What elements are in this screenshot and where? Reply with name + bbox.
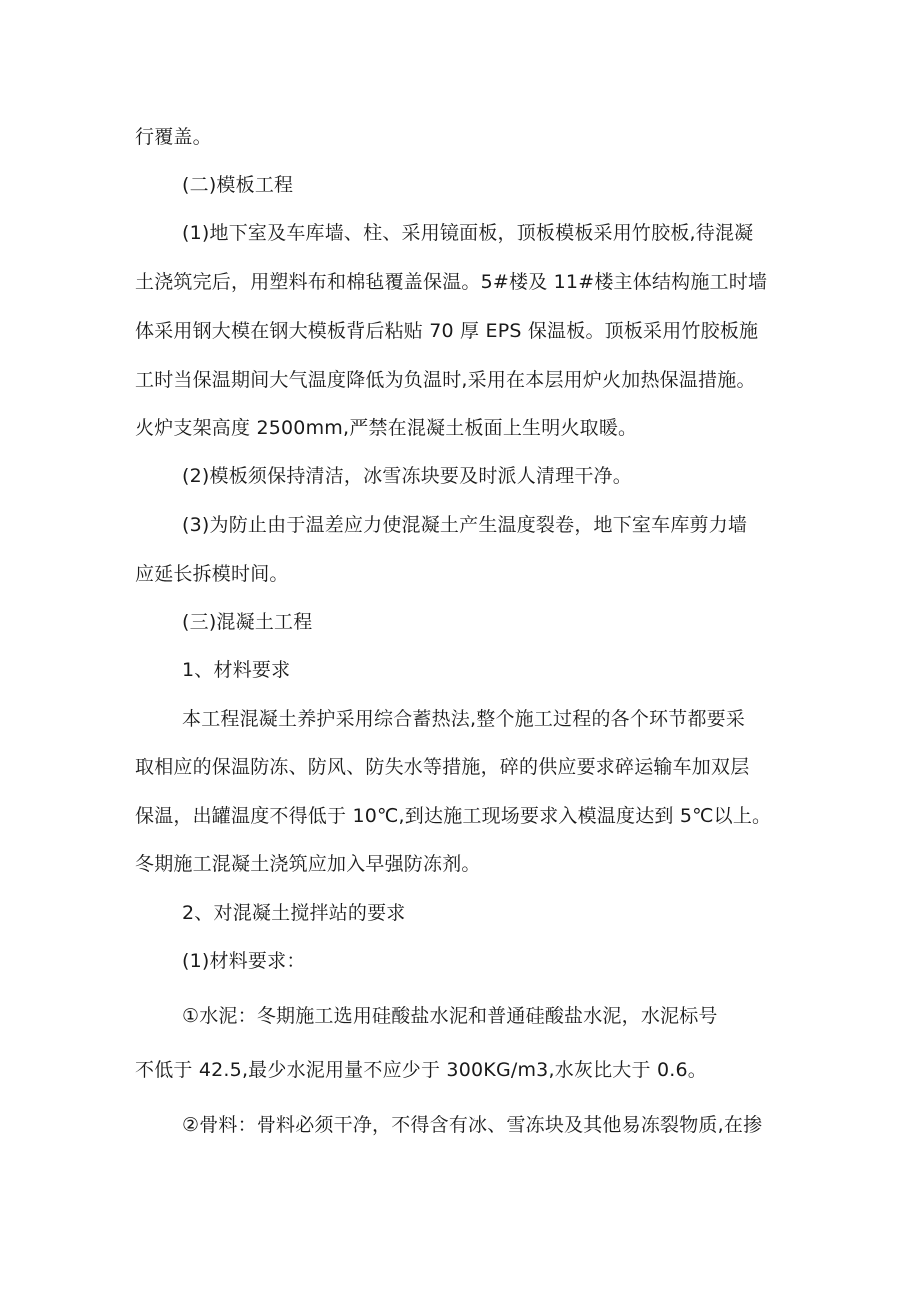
- text-line: 应延长拆模时间。: [135, 563, 289, 585]
- text-line: 本工程混凝土养护采用综合蓄热法,整个施工过程的各个环节都要采: [182, 708, 746, 730]
- text-line: 保温，出罐温度不得低于 10℃,到达施工现场要求入模温度达到 5℃以上。: [135, 805, 772, 827]
- section-heading: (二)模板工程: [182, 174, 294, 196]
- text-line: 冬期施工混凝土浇筑应加入早强防冻剂。: [135, 853, 481, 875]
- text-line: (1)地下室及车库墙、柱、采用镜面板，顶板模板采用竹胶板,待混凝: [182, 222, 754, 244]
- text-line: ①水泥：冬期施工选用硅酸盐水泥和普通硅酸盐水泥，水泥标号: [182, 1005, 718, 1027]
- text-line: 工时当保温期间大气温度降低为负温时,采用在本层用炉火加热保温措施。: [135, 369, 756, 391]
- text-line: (1)材料要求：: [182, 950, 306, 972]
- section-heading: (三)混凝土工程: [182, 611, 313, 633]
- text-line: 土浇筑完后，用塑料布和棉毡覆盖保温。5#楼及 11#楼主体结构施工时墙: [135, 271, 768, 293]
- text-line: (2)模板须保持清洁，冰雪冻块要及时派人清理干净。: [182, 465, 632, 487]
- text-line: ②骨料：骨料必须干净，不得含有冰、雪冻块及其他易冻裂物质,在掺: [182, 1114, 763, 1136]
- text-line: 行覆盖。: [135, 126, 212, 148]
- text-line: (3)为防止由于温差应力使混凝土产生温度裂卷，地下室车库剪力墙: [182, 514, 748, 536]
- text-line: 体采用钢大模在钢大模板背后粘贴 70 厚 EPS 保温板。顶板采用竹胶板施: [135, 320, 759, 342]
- subsection-heading: 1、材料要求: [182, 659, 291, 681]
- subsection-heading: 2、对混凝土搅拌站的要求: [182, 902, 406, 924]
- text-line: 不低于 42.5,最少水泥用量不应少于 300KG/m3,水灰比大于 0.6。: [135, 1059, 707, 1081]
- text-line: 火炉支架高度 2500mm,严禁在混凝土板面上生明火取暖。: [135, 417, 638, 439]
- text-line: 取相应的保温防冻、防风、防失水等措施，碎的供应要求碎运输车加双层: [135, 756, 750, 778]
